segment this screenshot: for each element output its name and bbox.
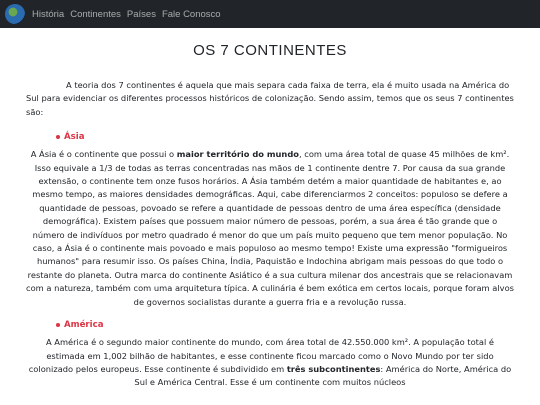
america-text-1: A América é o segundo maior continente do mundo, com área total de 42.550.000 km². A população total é estimada em 1,002 bilhão de habitantes, e esse continente ficou marcado como o Novo Mundo por ter sido colonizado pelos europeus. Esse continente é subdividido em (28, 337, 495, 374)
america-paragraph (26, 336, 514, 390)
section-list-asia (26, 131, 514, 143)
nav-link-paises[interactable]: Países (126, 8, 156, 20)
nav-link-fale-conosco[interactable]: Fale Conosco (161, 8, 221, 20)
asia-text-2: , com uma área total de quase 45 milhões de km². Isso equivale a 1/3 de todas as terras concentradas nas mãos de 1 continente dentre 7. Por causa da sua grande extensão, o continente tem onze fusos horários. A Ásia também detém a maior quantidade de habitantes e, ao mesmo tempo, as maiores densidades demográficas. Aqui, cabe diferenciarmos 2 conceitos: populoso se defere a quantidade de pessoas, povoado se refere a quantidade de pessoas dentro de uma área específica (densidade demográfica). Existem países que possuem maior número de pessoas, porém, a sua área é tão grande que o número de indivíduos por metro quadrado é menor do que um país muito pequeno que tem menor população. No caso, a Ásia é o continente mais povoado e mais populoso ao mesmo tempo! Existe uma expressão "formigueiros humanos" para resumir isso. Os países China, Índia, Paquistão e Indochina abrigam mais pessoas do que todo o restante do planeta. Outra marca do continente Asiático é a sua cultura milenar dos ancestrais que se relacionavam com a natureza, também com uma arquitetura típica. A culinária é bem exótica em certos locais, porque foram alvos de governos socialistas durante a guerra fria e a revolução russa. (26, 149, 514, 307)
globe-logo-icon[interactable] (5, 4, 25, 24)
navbar (0, 0, 540, 28)
america-text-2: : América do Norte, América do Sul e América Central. Esse é um continente com muitos núcleos (134, 363, 512, 388)
asia-paragraph (26, 148, 514, 309)
main-content (0, 42, 540, 390)
page-title: OS 7 CONTINENTES (193, 42, 347, 59)
nav-link-historia[interactable]: História (32, 8, 65, 20)
section-title-asia: Ásia (26, 131, 514, 143)
section-title-america: América (26, 319, 514, 331)
section-list-america (26, 319, 514, 331)
asia-bold-text: maior território do mundo (176, 149, 299, 160)
america-bold-text: três subcontinentes (286, 363, 381, 374)
nav-link-continentes[interactable]: Continentes (70, 8, 121, 20)
asia-text-1: A Ásia é o continente que possui o (30, 149, 177, 160)
intro-paragraph: A teoria dos 7 continentes é aquela que mais separa cada faixa de terra, ela é muito usada na América do Sul para evidenciar os diferentes processos históricos de colonização. Sendo assim, temos que os seus 7 continentes são: (26, 80, 514, 117)
